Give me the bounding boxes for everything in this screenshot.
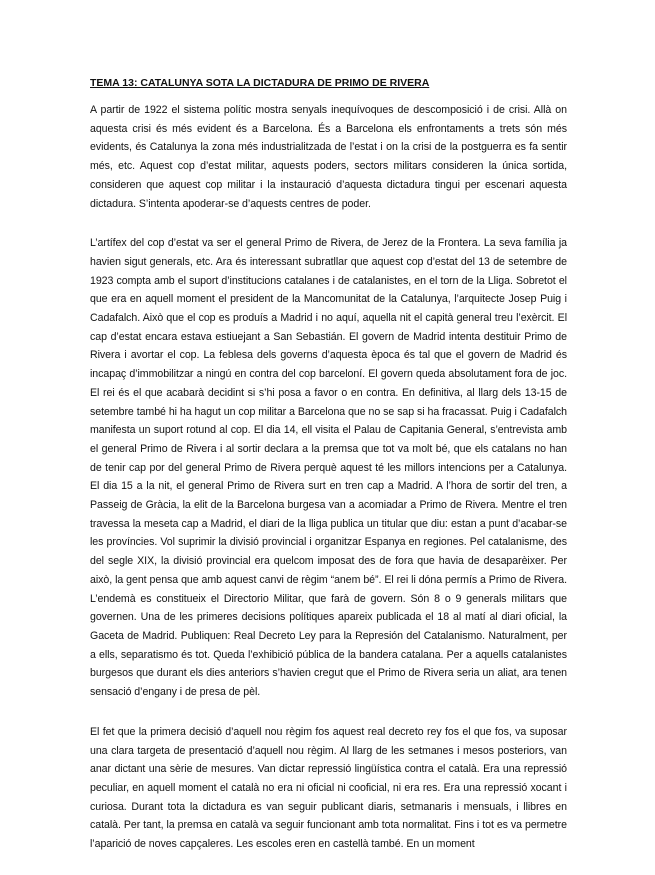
paragraph-1: A partir de 1922 el sistema polític mostra senyals inequívoques de descomposició i de crisi. Allà on aquesta crisi és més evident és a Barcelona. És a Barcelona els enfrontaments a trets són més evidents, és Catalunya la zona més industrialitzada de l’estat i on la crisi de la postguerra es fa sentir més, etc. Aquest cop d’estat militar, aquests poders, sectors militars consideren la única sortida, consideren que aquest cop militar i la instauració d’aquesta dictadura tingui per escenari aquesta dictadura. S’intenta apoderar-se d’aquests centres de poder. [90, 104, 567, 210]
document-body [90, 101, 567, 875]
paragraph-2: L’artífex del cop d’estat va ser el general Primo de Rivera, de Jerez de la Frontera. La seva família ja havien sigut generals, etc. Ara és interessant subratllar que aquest cop d’estat del 13 de setembre de 1923 compta amb el suport d’institucions catalanes i de catalanistes, en el torn de la Lliga. Sobretot el que era en aquell moment el president de la Mancomunitat de la Catalunya, l’arquitecte Josep Puig i Cadafalch. Això que el cop es produís a Madrid i no aquí, aquella nit el capità general treu l’exèrcit. El cap d’estat encara estava estiuejant a San Sebastián. El govern de Madrid intenta destituir Primo de Rivera i avortar el cop. La feblesa dels governs d’aquesta època és tal que el govern de Madrid és incapaç d’immobilitzar a ningú en contra del cop barceloní. El govern queda absolutament fora de joc. El rei és el que acabarà decidint si s’hi posa a favor o en contra. En definitiva, al llarg dels 13-15 de setembre també hi ha hagut un cop militar a Barcelona que no se sap si ha fracassat. Puig i Cadafalch manifesta un suport rotund al cop. El dia 14, ell visita el Palau de Capitania General, s’entrevista amb el general Primo de Rivera i al sortir declara a la premsa que tot va molt bé, que els catalans no han de tenir cap por del general Primo de Rivera perquè aquest té les millors intencions per a Catalunya. El dia 15 a la nit, el general Primo de Rivera surt en tren cap a Madrid. A l’hora de sortir del tren, a Passeig de Gràcia, la elit de la Barcelona burgesa van a acomiadar a Primo de Rivera. Mentre el tren travessa la meseta cap a Madrid, el diari de la lliga publica un titular que diu: estan a punt d’acabar-se les províncies. Vol suprimir la divisió provincial i organitzar Espanya en regiones. Pel catalanisme, des del segle XIX, la divisió provincial era quelcom imposat des de fora que havia de desaparèixer. Per això, la gent pensa que amb aquest canvi de règim “anem bé”. El rei li dóna permís a Primo de Rivera. L’endemà es constitueix el Directorio Militar, que farà de govern. Són 8 o 9 generals militars que governen. Una de les primeres decisions polítiques apareix publicada el 18 al matí al diari oficial, la Gaceta de Madrid. Publiquen: Real Decreto Ley para la Represión del Catalanismo. Naturalment, per a ells, separatismo és tot. Queda l’exhibició pública de la bandera catalana. Per a aquells catalanistes burgesos que durant els dies anteriors s’havien cregut que el Primo de Rivera seria un aliat, ara tenen sensació d’engany i de presa de pèl. [90, 237, 567, 699]
paragraph-3: El fet que la primera decisió d’aquell nou règim fos aquest real decreto rey fos el que fos, va suposar una clara targeta de presentació d’aquell nou règim. Al llarg de les setmanes i mesos posteriors, van anar dictant una sèrie de mesures. Van dictar repressió lingüística contra el català. Era una repressió peculiar, en aquell moment el català no era ni oficial ni cooficial, ni era res. Era una repressió xocant i curiosa. Durant tota la dictadura es van seguir publicant diaris, setmanaris i mensuals, i llibres en català. Per tant, la premsa en català va seguir funcionant amb tota normalitat. Fins i tot es va permetre l’aparició de noves capçaleres. Les escoles eren en castellà també. En un moment [90, 725, 567, 851]
document-title: TEMA 13: CATALUNYA SOTA LA DICTADURA DE PRIMO DE RIVERA [90, 77, 430, 89]
